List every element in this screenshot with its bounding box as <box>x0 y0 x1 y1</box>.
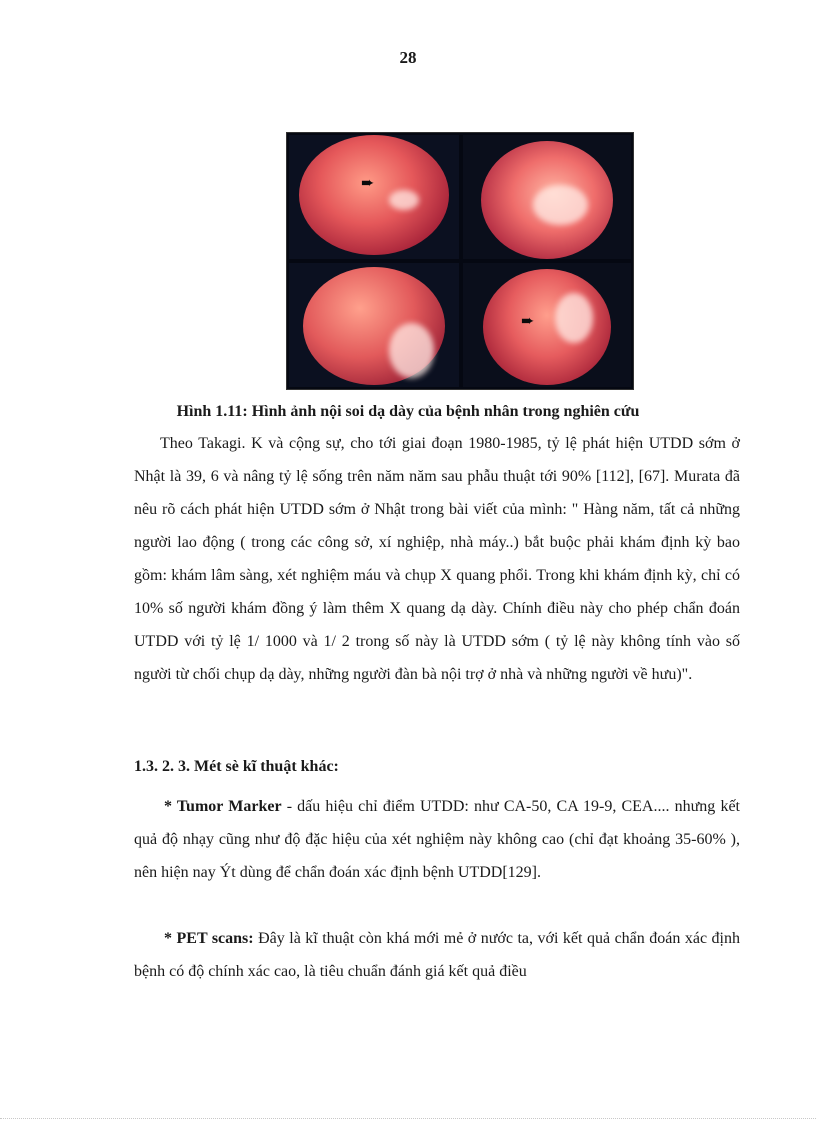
pet-scans-label: * PET scans: <box>164 930 254 947</box>
light-reflection <box>555 293 593 343</box>
light-reflection <box>533 185 588 225</box>
paragraph-pet-scans <box>134 922 740 988</box>
stomach-lumen <box>483 269 611 385</box>
endoscopy-figure <box>286 132 634 390</box>
endoscopy-image-2 <box>463 135 631 259</box>
paragraph-takagi: Theo Takagi. K và cộng sự, cho tới giai đoạn 1980-1985, tỷ lệ phát hiện UTDD sớm ở Nhật là 39, 6 và nâng tỷ lệ sống trên năm năm sau phẫu thuật tới 90% [112], [67]. Murata đã nêu rõ cách phát hiện UTDD sớm ở Nhật trong bài viết của mình: " Hàng năm, tất cả những người lao động ( trong các công sở, xí nghiệp, nhà máy..) bắt buộc phải khám định kỳ bao gồm: khám lâm sàng, xét nghiệm máu và chụp X quang phổi. Trong khi khám định kỳ, chỉ có 10% số người khám đồng ý làm thêm X quang dạ dày. Chính điều này cho phép chẩn đoán UTDD với tỷ lệ 1/ 1000 và 1/ 2 trong số này là UTDD sớm ( tỷ lệ này không tính vào số người từ chối chụp dạ dày, những người đàn bà nội trợ ở nhà và những người về hưu)". <box>134 435 740 683</box>
lesion-arrow-icon: ➨ <box>521 311 535 330</box>
endoscopy-image-3 <box>289 263 459 387</box>
endoscopy-image-4 <box>463 263 631 387</box>
light-reflection <box>389 323 434 378</box>
page-number: 28 <box>399 48 417 67</box>
light-reflection <box>389 190 419 210</box>
stomach-lumen <box>299 135 449 255</box>
endoscopy-image-1 <box>289 135 459 259</box>
lesion-arrow-icon: ➨ <box>361 173 375 192</box>
figure-caption: Hình 1.11: Hình ảnh nội soi dạ dày của bệnh nhân trong nghiên cứu <box>176 403 640 420</box>
paragraph-tumor-marker <box>134 790 740 889</box>
tumor-marker-label: * Tumor Marker <box>164 798 282 815</box>
section-heading: 1.3. 2. 3. Mét sè kĩ thuật khác: <box>134 758 339 775</box>
page-bottom-rule <box>0 1118 816 1119</box>
tumor-marker-text: - dấu hiệu chỉ điểm UTDD: như CA-50, CA 19-9, CEA.... nhưng kết quả độ nhạy cũng như độ đặc hiệu của xét nghiệm này không cao (chỉ đạt khoảng 35-60% ), nên hiện nay Ýt dùng để chẩn đoán xác định bệnh UTDD[129]. <box>134 798 741 881</box>
pet-scans-text: Đây là kĩ thuật còn khá mới mẻ ở nước ta, với kết quả chẩn đoán xác định bệnh có độ chính xác cao, là tiêu chuẩn đánh giá kết quả điều <box>134 930 741 980</box>
